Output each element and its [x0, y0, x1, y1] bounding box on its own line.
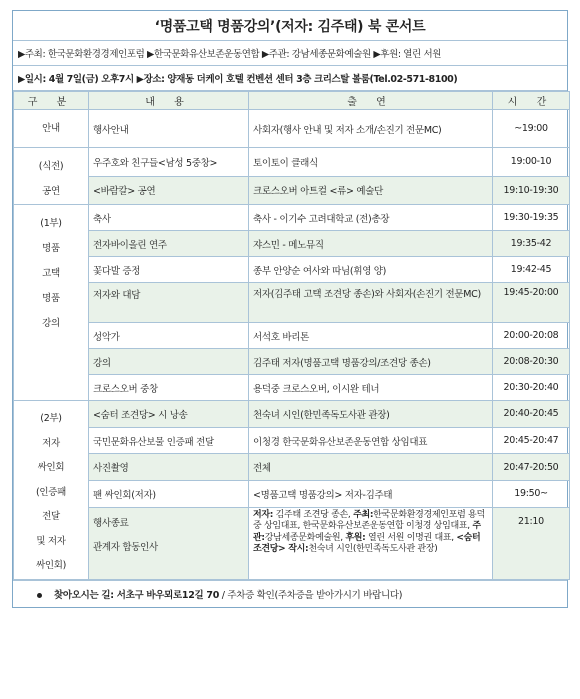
bullet-icon	[37, 593, 42, 598]
row-time: 19:50~	[493, 481, 570, 508]
concert-program	[12, 10, 568, 608]
table-row	[14, 481, 570, 508]
row-time: 19:00-10	[493, 148, 570, 177]
row-content: 팬 싸인회(저자)	[89, 481, 249, 508]
row-content: 꽃다발 증정	[89, 257, 249, 283]
section-part1: (1부) 명품 고택 명품 강의	[14, 205, 89, 401]
header-content: 내 용	[89, 92, 249, 110]
row-content: 성악가	[89, 323, 249, 349]
row-time: 20:47-20:50	[493, 454, 570, 481]
section-intro: 안내	[14, 110, 89, 148]
table-row	[14, 148, 570, 177]
row-cast: 서석호 바리톤	[249, 323, 493, 349]
row-cast: 저자(김주태 고택 조견당 종손)와 사회자(손진기 전문MC)	[249, 283, 493, 323]
row-cast: <명품고택 명품강의> 저자-김주태	[249, 481, 493, 508]
row-content: 크로스오버 중창	[89, 375, 249, 401]
closing-credits-note: 저자: 김주태 조견당 종손, 주최:한국문화환경경제인포럼 용덕중 상임대표, 한국문화유산보존운동연합 이청경 상임대표, 주관:강남세종문화예술원, 후원: 열린 서원 이명권 대표, <숨터 조견당> 작시:천숙녀 시인(한민족독도사관 관장)	[249, 507, 493, 579]
row-cast: 크로스오버 아트컬 <류> 예술단	[249, 176, 493, 205]
table-row-closing	[14, 507, 570, 579]
row-time: ~19:00	[493, 110, 570, 148]
table-row	[14, 110, 570, 148]
row-content	[89, 507, 249, 579]
row-content: 국민문화유산보물 인증패 전달	[89, 427, 249, 454]
program-frame	[12, 10, 568, 608]
row-content: 저자와 대담	[89, 283, 249, 323]
header-cast: 출 연	[249, 92, 493, 110]
row-cast: 전체	[249, 454, 493, 481]
row-time: 21:10	[493, 507, 570, 579]
row-cast: 천숙녀 시인(한민족독도사관 관장)	[249, 401, 493, 428]
row-time: 19:10-19:30	[493, 176, 570, 205]
table-row	[14, 375, 570, 401]
row-content: 강의	[89, 349, 249, 375]
header-category: 구 분	[14, 92, 89, 110]
page-title: ‘명품고택 명품강의’(저자: 김주태) 북 콘서트	[13, 11, 567, 41]
row-cast: 용덕중 크로스오버, 이시완 테너	[249, 375, 493, 401]
row-cast: 이청경 한국문화유산보존운동연합 상임대표	[249, 427, 493, 454]
table-row	[14, 283, 570, 323]
row-time: 20:40-20:45	[493, 401, 570, 428]
row-cast: 종부 안양순 여사와 따님(휘영 양)	[249, 257, 493, 283]
organizers-line: ▶주최: 한국문화환경경제인포럼 ▶한국문화유산보존운동연합 ▶주관: 강남세종문화예술원 ▶후원: 열린 서원	[13, 41, 567, 66]
row-cast: 토이토이 클래식	[249, 148, 493, 177]
row-time: 19:35-42	[493, 231, 570, 257]
row-time: 20:08-20:30	[493, 349, 570, 375]
header-time: 시 간	[493, 92, 570, 110]
row-time: 19:42-45	[493, 257, 570, 283]
greeting-label: 관계자 합동인사	[93, 541, 158, 553]
program-table	[13, 91, 570, 580]
directions-label: 찾아오시는 길: 서초구 바우뫼로12길 70	[54, 589, 220, 601]
section-part2: (2부) 저자 싸인회 (인증패 전달 및 저자 싸인회)	[14, 401, 89, 580]
parking-note: / 주차증 확인(주차증을 받아가시기 바랍니다)	[219, 589, 403, 601]
schedule-line: ▶일시: 4월 7일(금) 오후7시 ▶장소: 양재동 더케이 호텔 컨벤션 센터 3층 크리스탈 볼룸(Tel.02-571-8100)	[13, 66, 567, 91]
closing-label: 행사종료	[93, 517, 129, 529]
row-time: 19:30-19:35	[493, 205, 570, 231]
table-row	[14, 349, 570, 375]
table-row	[14, 454, 570, 481]
table-row	[14, 176, 570, 205]
row-cast: 쟈스민 - 메노뮤직	[249, 231, 493, 257]
row-cast: 사회자(행사 안내 및 저자 소개/손진기 전문MC)	[249, 110, 493, 148]
row-cast: 축사 - 이기수 고려대학교 (전)총장	[249, 205, 493, 231]
row-time: 20:30-20:40	[493, 375, 570, 401]
row-content: 전자바이올린 연주	[89, 231, 249, 257]
table-row	[14, 401, 570, 428]
row-content: 축사	[89, 205, 249, 231]
row-content: 우주호와 친구들<남성 5중창>	[89, 148, 249, 177]
table-header-row	[14, 92, 570, 110]
row-time: 19:45-20:00	[493, 283, 570, 323]
row-cast: 김주태 저자(명품고택 명품강의/조견당 종손)	[249, 349, 493, 375]
row-time: 20:00-20:08	[493, 323, 570, 349]
table-row	[14, 205, 570, 231]
row-time: 20:45-20:47	[493, 427, 570, 454]
table-row	[14, 257, 570, 283]
table-row	[14, 427, 570, 454]
row-content: <바람칼> 공연	[89, 176, 249, 205]
row-content: <숨터 조견당> 시 낭송	[89, 401, 249, 428]
directions-footer	[13, 580, 567, 607]
row-content: 행사안내	[89, 110, 249, 148]
row-content: 사진촬영	[89, 454, 249, 481]
section-pre: (식전) 공연	[14, 148, 89, 205]
table-row	[14, 323, 570, 349]
table-row	[14, 231, 570, 257]
